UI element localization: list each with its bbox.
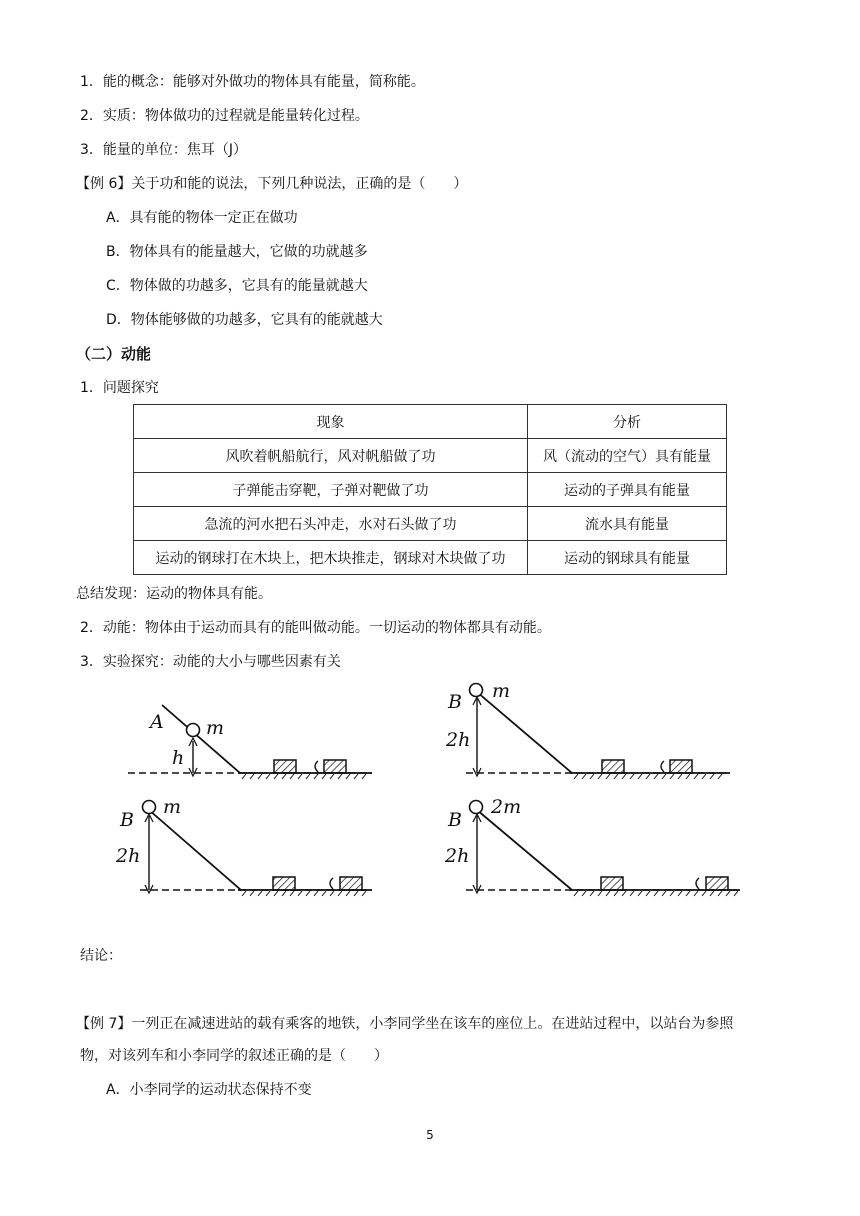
example6-question: 【例 6】关于功和能的说法，下列几种说法，正确的是（ ） [76,176,468,192]
concept-line: 1．能的概念：能够对外做功的物体具有能量，简称能。 [80,74,425,90]
example6-option-c: C．物体做的功越多，它具有的能量就越大 [106,278,368,294]
essence-line: 2．实质：物体做功的过程就是能量转化过程。 [80,108,369,124]
table-cell: 风（流动的空气）具有能量 [528,439,727,473]
motion-mark [696,878,699,889]
example6-option-b: B．物体具有的能量越大，它做的功就越多 [106,244,368,260]
table-cell: 运动的子弹具有能量 [528,473,727,507]
figure-panel-3 [115,796,372,896]
table-header-analysis: 分析 [528,405,727,439]
figure-panel-4 [444,796,740,896]
example7-question-line1: 【例 7】一列正在减速进站的载有乘客的地铁，小李同学坐在该车的座位上。在进站过程中，以站台为参照 [76,1016,734,1032]
inquiry-line: 1．问题探究 [80,380,159,396]
motion-mark [315,761,318,772]
ball [470,801,483,814]
wood-block [274,760,296,773]
figure-panel-2 [445,680,730,779]
table-cell: 运动的钢球打在木块上，把木块推走，钢球对木块做了功 [134,541,528,575]
table-cell: 流水具有能量 [528,507,727,541]
incline [477,692,572,773]
table-cell: 运动的钢球具有能量 [528,541,727,575]
wood-block-final [706,877,728,890]
ball [187,724,200,737]
point-label: B [448,809,462,831]
motion-mark [661,761,664,772]
figure-panel-1 [128,705,372,779]
table-cell: 子弹能击穿靶，子弹对靶做了功 [134,473,528,507]
height-label: 2h [116,845,141,867]
mass-label: 2m [491,796,522,818]
point-label: B [448,691,462,713]
mass-label: m [206,717,225,739]
section-heading: （二）动能 [76,345,152,363]
ground-hatch [242,891,366,896]
height-label: 2h [446,729,471,751]
experiment-line: 3．实验探究：动能的大小与哪些因素有关 [80,654,341,670]
ball [470,684,483,697]
summary-line: 总结发现：运动的物体具有能。 [76,586,272,602]
ground-hatch [574,891,738,896]
motion-mark [330,878,333,889]
incline [477,810,572,890]
example6-option-a: A．具有能的物体一定正在做功 [106,210,298,226]
incline [149,810,241,890]
wood-block [602,760,624,773]
example7-option-a: A．小李同学的运动状态保持不变 [106,1082,312,1098]
kinetic-energy-definition: 2．动能：物体由于运动而具有的能叫做动能。一切运动的物体都具有动能。 [80,620,551,636]
ground-hatch [574,774,722,779]
point-label: A [150,711,164,733]
height-label: h [172,747,185,769]
wood-block [601,877,623,890]
point-label: B [120,809,134,831]
table-cell: 风吹着帆船航行，风对帆船做了功 [134,439,528,473]
table-header-phenomenon: 现象 [134,405,528,439]
wood-block-final [324,760,346,773]
example7-question-line2: 物，对该列车和小李同学的叙述正确的是（ ） [80,1048,388,1064]
wood-block-final [670,760,692,773]
example6-option-d: D．物体能够做的功越多，它具有的能就越大 [106,312,383,328]
ball [143,801,156,814]
page-number: 5 [426,1128,434,1142]
ground-hatch [242,774,366,779]
height-label: 2h [445,845,470,867]
mass-label: m [163,796,182,818]
wood-block-final [340,877,362,890]
table-cell: 急流的河水把石头冲走，水对石头做了功 [134,507,528,541]
mass-label: m [492,680,511,702]
conclusion-label: 结论： [80,948,122,964]
wood-block [273,877,295,890]
unit-line: 3．能量的单位：焦耳（J） [80,142,248,158]
